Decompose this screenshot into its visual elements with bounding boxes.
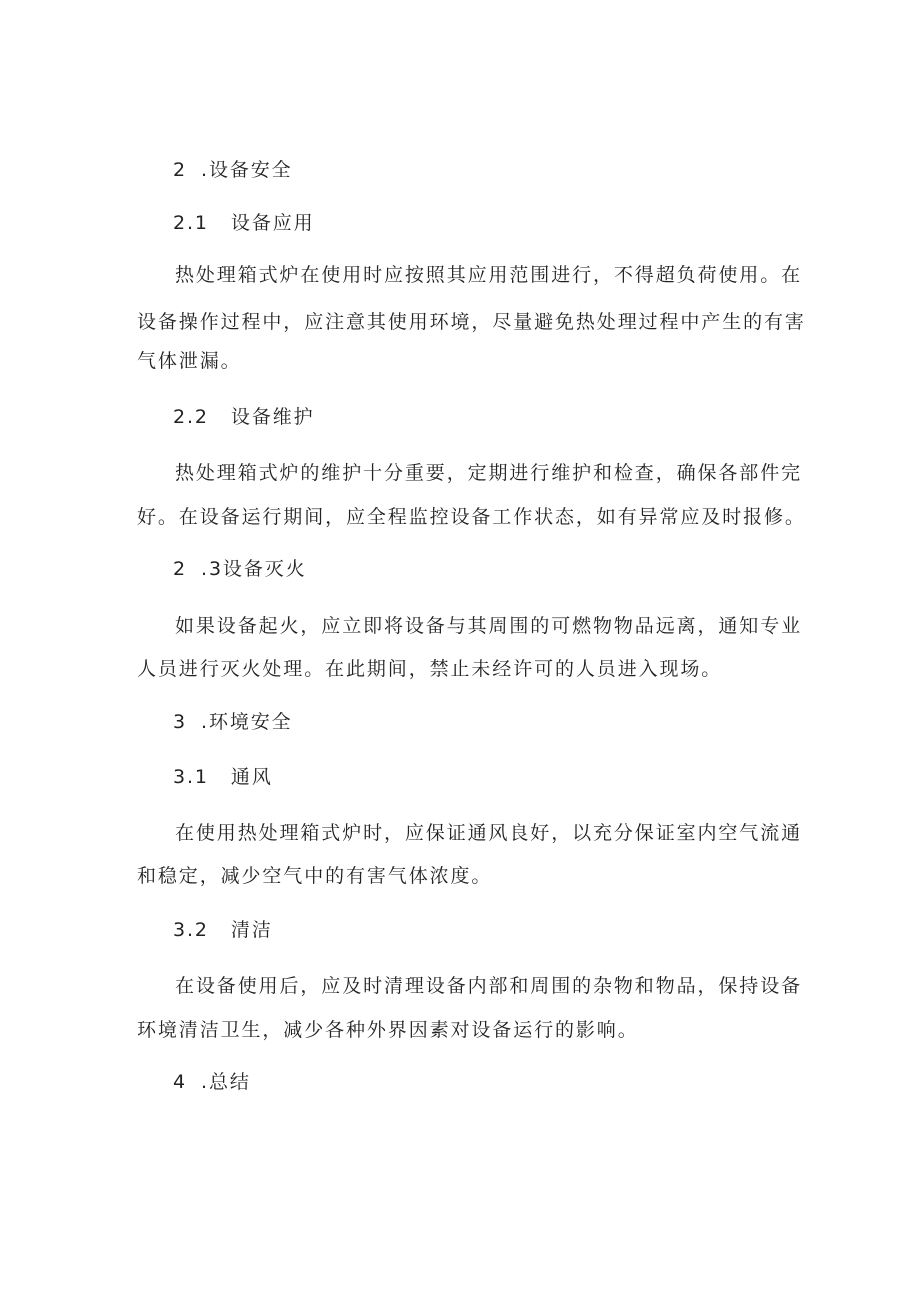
section-heading-3: [173, 710, 293, 734]
section-number: 3.1: [173, 766, 209, 788]
section-title: 设备应用: [230, 212, 315, 234]
section-number: 4: [173, 1071, 187, 1093]
section-title: .3设备灭火: [201, 558, 307, 580]
section-heading-2-2: [173, 405, 315, 429]
section-title: 通风: [230, 766, 273, 788]
section-title: .设备安全: [201, 159, 293, 181]
section-number: 3.2: [173, 919, 209, 941]
section-number: 2.2: [173, 406, 209, 428]
section-heading-3-1: [173, 765, 273, 789]
section-number: 2: [173, 159, 187, 181]
paragraph-line: 气体泄漏。: [137, 350, 242, 372]
section-title: 清洁: [230, 919, 273, 941]
section-title: .环境安全: [201, 711, 293, 733]
section-heading-4: [173, 1070, 251, 1094]
paragraph-line: 在使用热处理箱式炉时，应保证通风良好，以充分保证室内空气流通: [175, 822, 803, 844]
paragraph-line: 和稳定，减少空气中的有害气体浓度。: [137, 865, 493, 887]
section-number: 2.1: [173, 212, 209, 234]
paragraph-line: 热处理箱式炉在使用时应按照其应用范围进行，不得超负荷使用。在: [175, 264, 803, 286]
section-title: 设备维护: [230, 406, 315, 428]
section-number: 3: [173, 711, 187, 733]
paragraph-line: 人员进行灭火处理。在此期间，禁止未经许可的人员进入现场。: [137, 658, 723, 680]
paragraph-line: 设备操作过程中，应注意其使用环境，尽量避免热处理过程中产生的有害: [137, 311, 806, 333]
paragraph-line: 如果设备起火，应立即将设备与其周围的可燃物物品远离，通知专业: [175, 615, 803, 637]
paragraph-line: 在设备使用后，应及时清理设备内部和周围的杂物和物品，保持设备: [175, 975, 803, 997]
paragraph-line: 热处理箱式炉的维护十分重要，定期进行维护和检查，确保各部件完: [175, 462, 803, 484]
section-number: 2: [173, 558, 187, 580]
paragraph-line: 环境清洁卫生，减少各种外界因素对设备运行的影响。: [137, 1019, 639, 1041]
section-title: .总结: [201, 1071, 251, 1093]
section-heading-3-2: [173, 918, 273, 942]
paragraph-line: 好。在设备运行期间，应全程监控设备工作状态，如有异常应及时报修。: [137, 506, 806, 528]
section-heading-2-1: [173, 211, 315, 235]
section-heading-2-3: [173, 557, 307, 581]
section-heading-2: [173, 158, 293, 182]
